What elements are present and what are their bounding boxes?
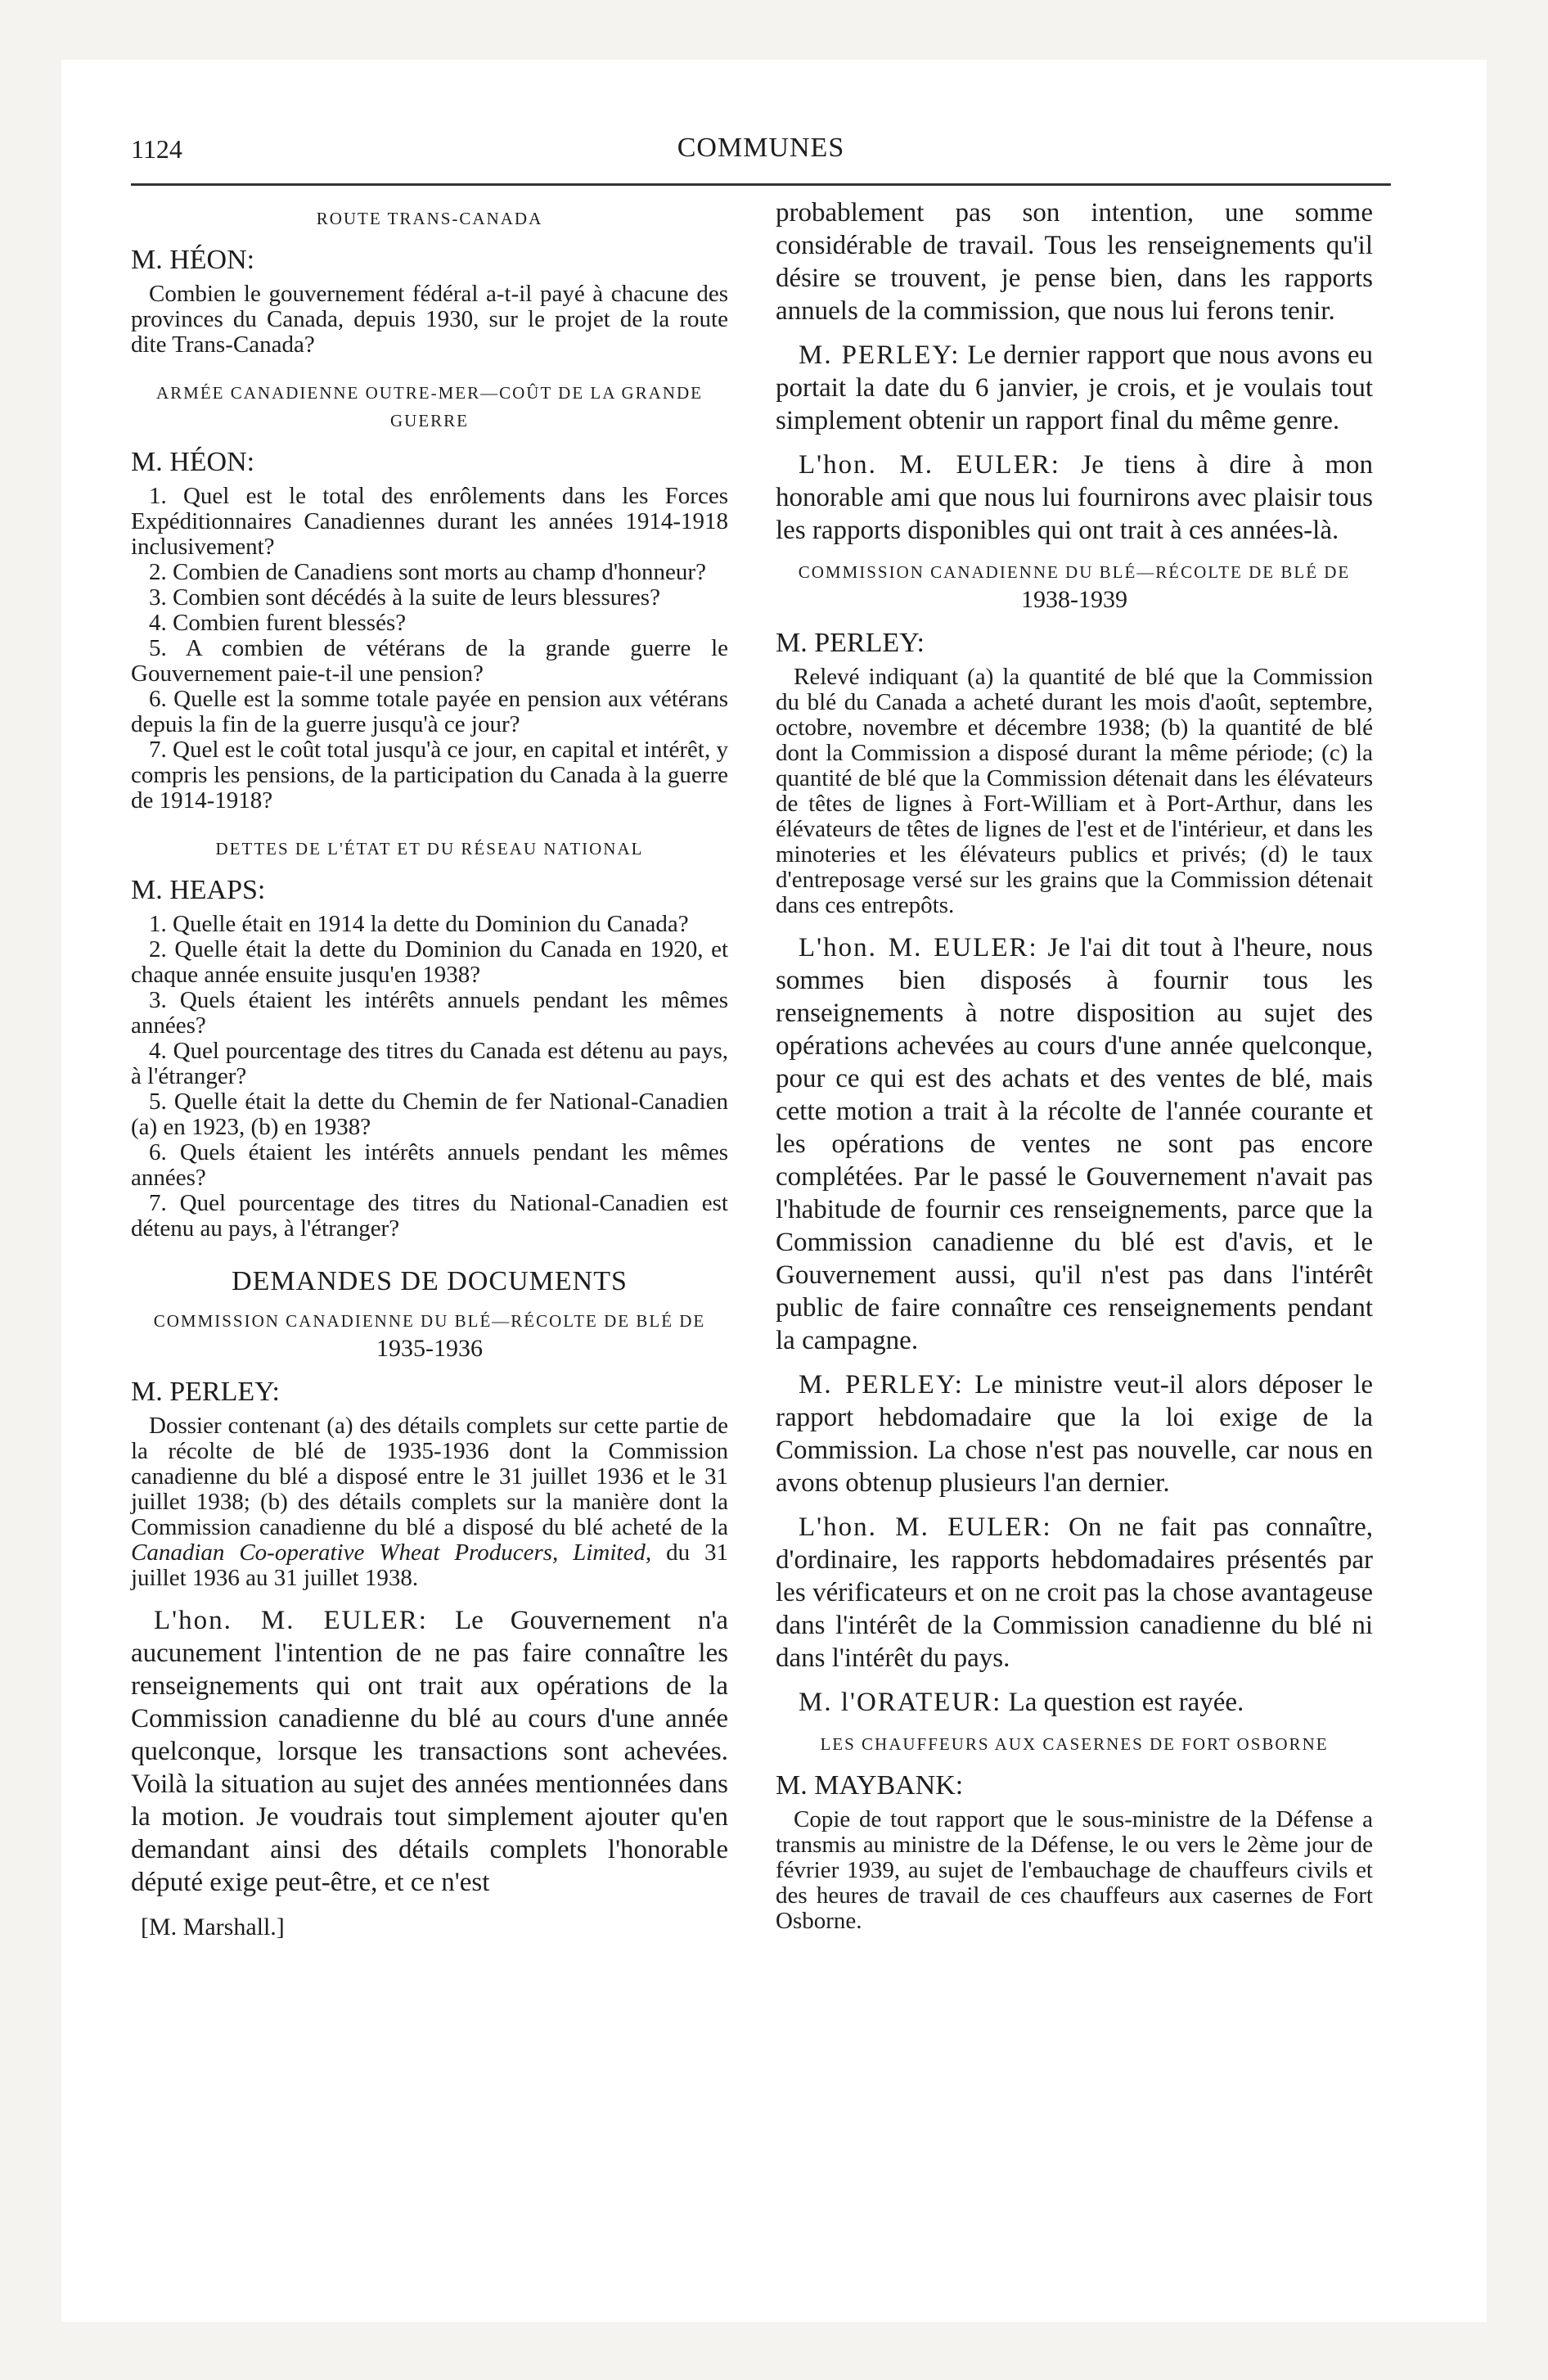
footer-speaker-ref: [M. Marshall.] — [141, 1913, 285, 1941]
speech-text: Le Gouvernement n'a aucunement l'intention de ne pas faire connaître les renseignements qui ont trait aux opérations de la Commission canadienne du blé au cours d'une année quelconque, lorsque les transactions sont achevées. Voilà la situation au sujet des années mentionnées dans la motion. Je voudrais tout simplement ajouter qu'en demandant ainsi des détails complets l'honorable député exige peut-être, et ce n'est — [131, 1606, 729, 1897]
speaker-heaps: M. HEAPS: — [131, 875, 266, 905]
speaker-maybank: M. MAYBANK: — [776, 1770, 964, 1801]
question-item: 4. Combien furent blessés? — [149, 610, 407, 636]
question-route: Combien le gouvernement fédéral a-t-il payé à chacune des provinces du Canada, depuis 1930, sur le projet de la route dite Trans-Canada? — [131, 281, 728, 358]
speech-euler-2 — [776, 449, 1373, 547]
section-title-armee: ARMÉE CANADIENNE OUTRE-MER—COÛT DE LA GRANDE GUERRE — [155, 383, 703, 430]
section-title-ble-1938 — [776, 558, 1373, 615]
question-item: 7. Quel pourcentage des titres du National-Canadien est détenu au pays, à l'étranger? — [131, 1190, 728, 1242]
section-year: 1935-1936 — [376, 1335, 483, 1362]
question-item: 4. Quel pourcentage des titres du Canada est détenu au pays, à l'étranger? — [131, 1038, 728, 1089]
motion-text-1938: Relevé indiquant (a) la quantité de blé que la Commission du blé du Canada a acheté durant les mois d'août, septembre, octobre, novembre et décembre 1938; (b) la quantité de blé dont la Commission a disposé durant la même période; (c) la quantité de blé que la Commission détenait dans les élévateurs de têtes de lignes à Fort-William et à Port-Arthur, dans les élévateurs de têtes de lignes de l'est et de l'intérieur, et dans les minoteries et les élévateurs publics et privés; (d) le taux d'entreposage versé sur les grains que la Commission détenait dans ces entrepôts. — [776, 664, 1373, 918]
question-item: 1. Quel est le total des enrôlements dans les Forces Expéditionnaires Canadiennes durant les années 1914-1918 inclusivement? — [131, 483, 728, 560]
speaker-perley: M. PERLEY: — [799, 340, 961, 370]
section-title-ble-1935 — [131, 1307, 728, 1364]
speech-text: Je tiens à dire à mon honorable ami que nous lui fournirons avec plaisir tous les rapports disponibles qui ont trait à ces années-là. — [776, 450, 1373, 545]
speech-euler-1 — [131, 1604, 728, 1899]
right-column — [776, 196, 1373, 1934]
page-number: 1124 — [131, 134, 182, 164]
speech-text: Je l'ai dit tout à l'heure, nous sommes bien disposés à fournir tous les renseignements à notre disposition au sujet des opérations achevées au cours d'une année quelconque, pour ce qui est des achats et des ventes de blé, mais cette motion a trait à la récolte de l'année courante et les opérations de ventes ne sont pas encore complétées. Par le passé le Gouvernement n'avait pas l'habitude de fournir ces renseignements, parce que la Commission canadienne du blé est d'avis, et le Gouvernement aussi, qu'il n'est pas dans l'intérêt public de faire connaître ces renseignements pendant la campagne. — [776, 933, 1373, 1355]
speaker-euler: L'hon. M. EULER: — [799, 450, 1060, 480]
speaker-perley-2: M. PERLEY: — [776, 628, 925, 658]
speaker-perley: M. PERLEY: — [799, 1370, 964, 1400]
speech-text: Le dernier rapport que nous avons eu portait la date du 6 janvier, je crois, et je voulais tout simplement obtenir un rapport final du même genre. — [776, 340, 1373, 435]
page-header — [131, 131, 1391, 172]
motion-text-chauffeurs: Copie de tout rapport que le sous-ministre de la Défense a transmis au ministre de la Défense, le ou vers le 2ème jour de février 1939, au sujet de l'embauchage de chauffeurs civils et des heures de travail de ces chauffeurs aux casernes de Fort Osborne. — [776, 1806, 1373, 1934]
speech-perley-1 — [776, 339, 1373, 437]
section-title-dettes: DETTES DE L'ÉTAT ET DU RÉSEAU NATIONAL — [215, 839, 644, 859]
question-item: 3. Quels étaient les intérêts annuels pendant les mêmes années? — [131, 987, 728, 1039]
question-item: 1. Quelle était en 1914 la dette du Dominion du Canada? — [149, 911, 689, 937]
speaker-euler: L'hon. M. EULER: — [799, 933, 1038, 962]
header-rule — [131, 183, 1391, 186]
motion-text-italic: Canadian Co-operative Wheat Producers, Limited, — [131, 1539, 652, 1566]
section-title-route: ROUTE TRANS-CANADA — [316, 209, 543, 228]
speech-euler-3 — [776, 931, 1373, 1357]
motion-text-1935 — [131, 1413, 728, 1591]
speech-text: La question est rayée. — [1008, 1688, 1244, 1717]
section-title-text: COMMISSION CANADIENNE DU BLÉ—RÉCOLTE DE BLÉ DE — [153, 1311, 706, 1331]
question-item: 3. Combien sont décédés à la suite de leurs blessures? — [149, 584, 660, 611]
question-item: 2. Combien de Canadiens sont morts au champ d'honneur? — [149, 559, 706, 585]
running-title: COMMUNES — [677, 133, 845, 163]
question-item: 2. Quelle était la dette du Dominion du Canada en 1920, et chaque année ensuite jusqu'en 1938? — [131, 936, 728, 988]
speech-text: On ne fait pas connaître, d'ordinaire, les rapports hebdomadaires présentés par les vérificateurs et on ne croit pas la chose avantageuse dans l'intérêt de la Commission canadienne du blé ni dans l'intérêt du pays. — [776, 1512, 1373, 1673]
motion-text-a: Dossier contenant (a) des détails complets sur cette partie de la récolte de blé de 1935-1936 dont la Commission canadienne du blé a disposé entre le 31 juillet 1936 et le 31 juillet 1938; (b) des détails complets sur la manière dont la Commission canadienne du blé a disposé du blé acheté de la — [131, 1413, 728, 1540]
speaker-heon-2: M. HÉON: — [131, 447, 255, 477]
question-item: 7. Quel est le coût total jusqu'à ce jour, en capital et intérêt, y compris les pensions, de la participation du Canada à la guerre de 1914-1918? — [131, 737, 728, 814]
section-year: 1938-1939 — [1021, 586, 1127, 613]
speech-text: Le ministre veut-il alors déposer le rapport hebdomadaire que la loi exige de la Commission. La chose n'est pas nouvelle, car nous en avons obtenup plusieurs l'an dernier. — [776, 1370, 1374, 1498]
section-title-text: COMMISSION CANADIENNE DU BLÉ—RÉCOLTE DE BLÉ DE — [798, 562, 1351, 582]
speech-perley-2 — [776, 1368, 1373, 1499]
speaker-euler: L'hon. M. EULER: — [799, 1512, 1052, 1542]
speaker-perley-1: M. PERLEY: — [131, 1377, 281, 1407]
left-column — [131, 196, 728, 1941]
speech-orateur — [776, 1686, 1373, 1719]
main-heading: DEMANDES DE DOCUMENTS — [232, 1266, 628, 1296]
question-item: 5. A combien de vétérans de la grande guerre le Gouvernement paie-t-il une pension? — [131, 635, 728, 687]
section-title-chauffeurs: LES CHAUFFEURS AUX CASERNES DE FORT OSBORNE — [820, 1734, 1329, 1754]
speaker-orateur: M. l'ORATEUR: — [799, 1688, 1002, 1717]
speaker-euler-1: L'hon. M. EULER: — [154, 1606, 428, 1635]
speech-euler-4 — [776, 1511, 1373, 1675]
speaker-heon-1: M. HÉON: — [131, 245, 255, 275]
question-item: 6. Quels étaient les intérêts annuels pendant les mêmes années? — [131, 1139, 728, 1191]
question-item: 5. Quelle était la dette du Chemin de fer National-Canadien (a) en 1923, (b) en 1938? — [131, 1089, 728, 1140]
motion-text-b: du 31 juillet 1936 au 31 juillet 1938. — [131, 1539, 729, 1591]
question-item: 6. Quelle est la somme totale payée en pension aux vétérans depuis la fin de la guerre jusqu'à ce jour? — [131, 686, 728, 737]
speech-continuation: probablement pas son intention, une somme considérable de travail. Tous les renseignements qu'il désire se trouvent, je pense bien, dans les rapports annuels de la commission, que nous lui ferons tenir. — [776, 198, 1373, 326]
